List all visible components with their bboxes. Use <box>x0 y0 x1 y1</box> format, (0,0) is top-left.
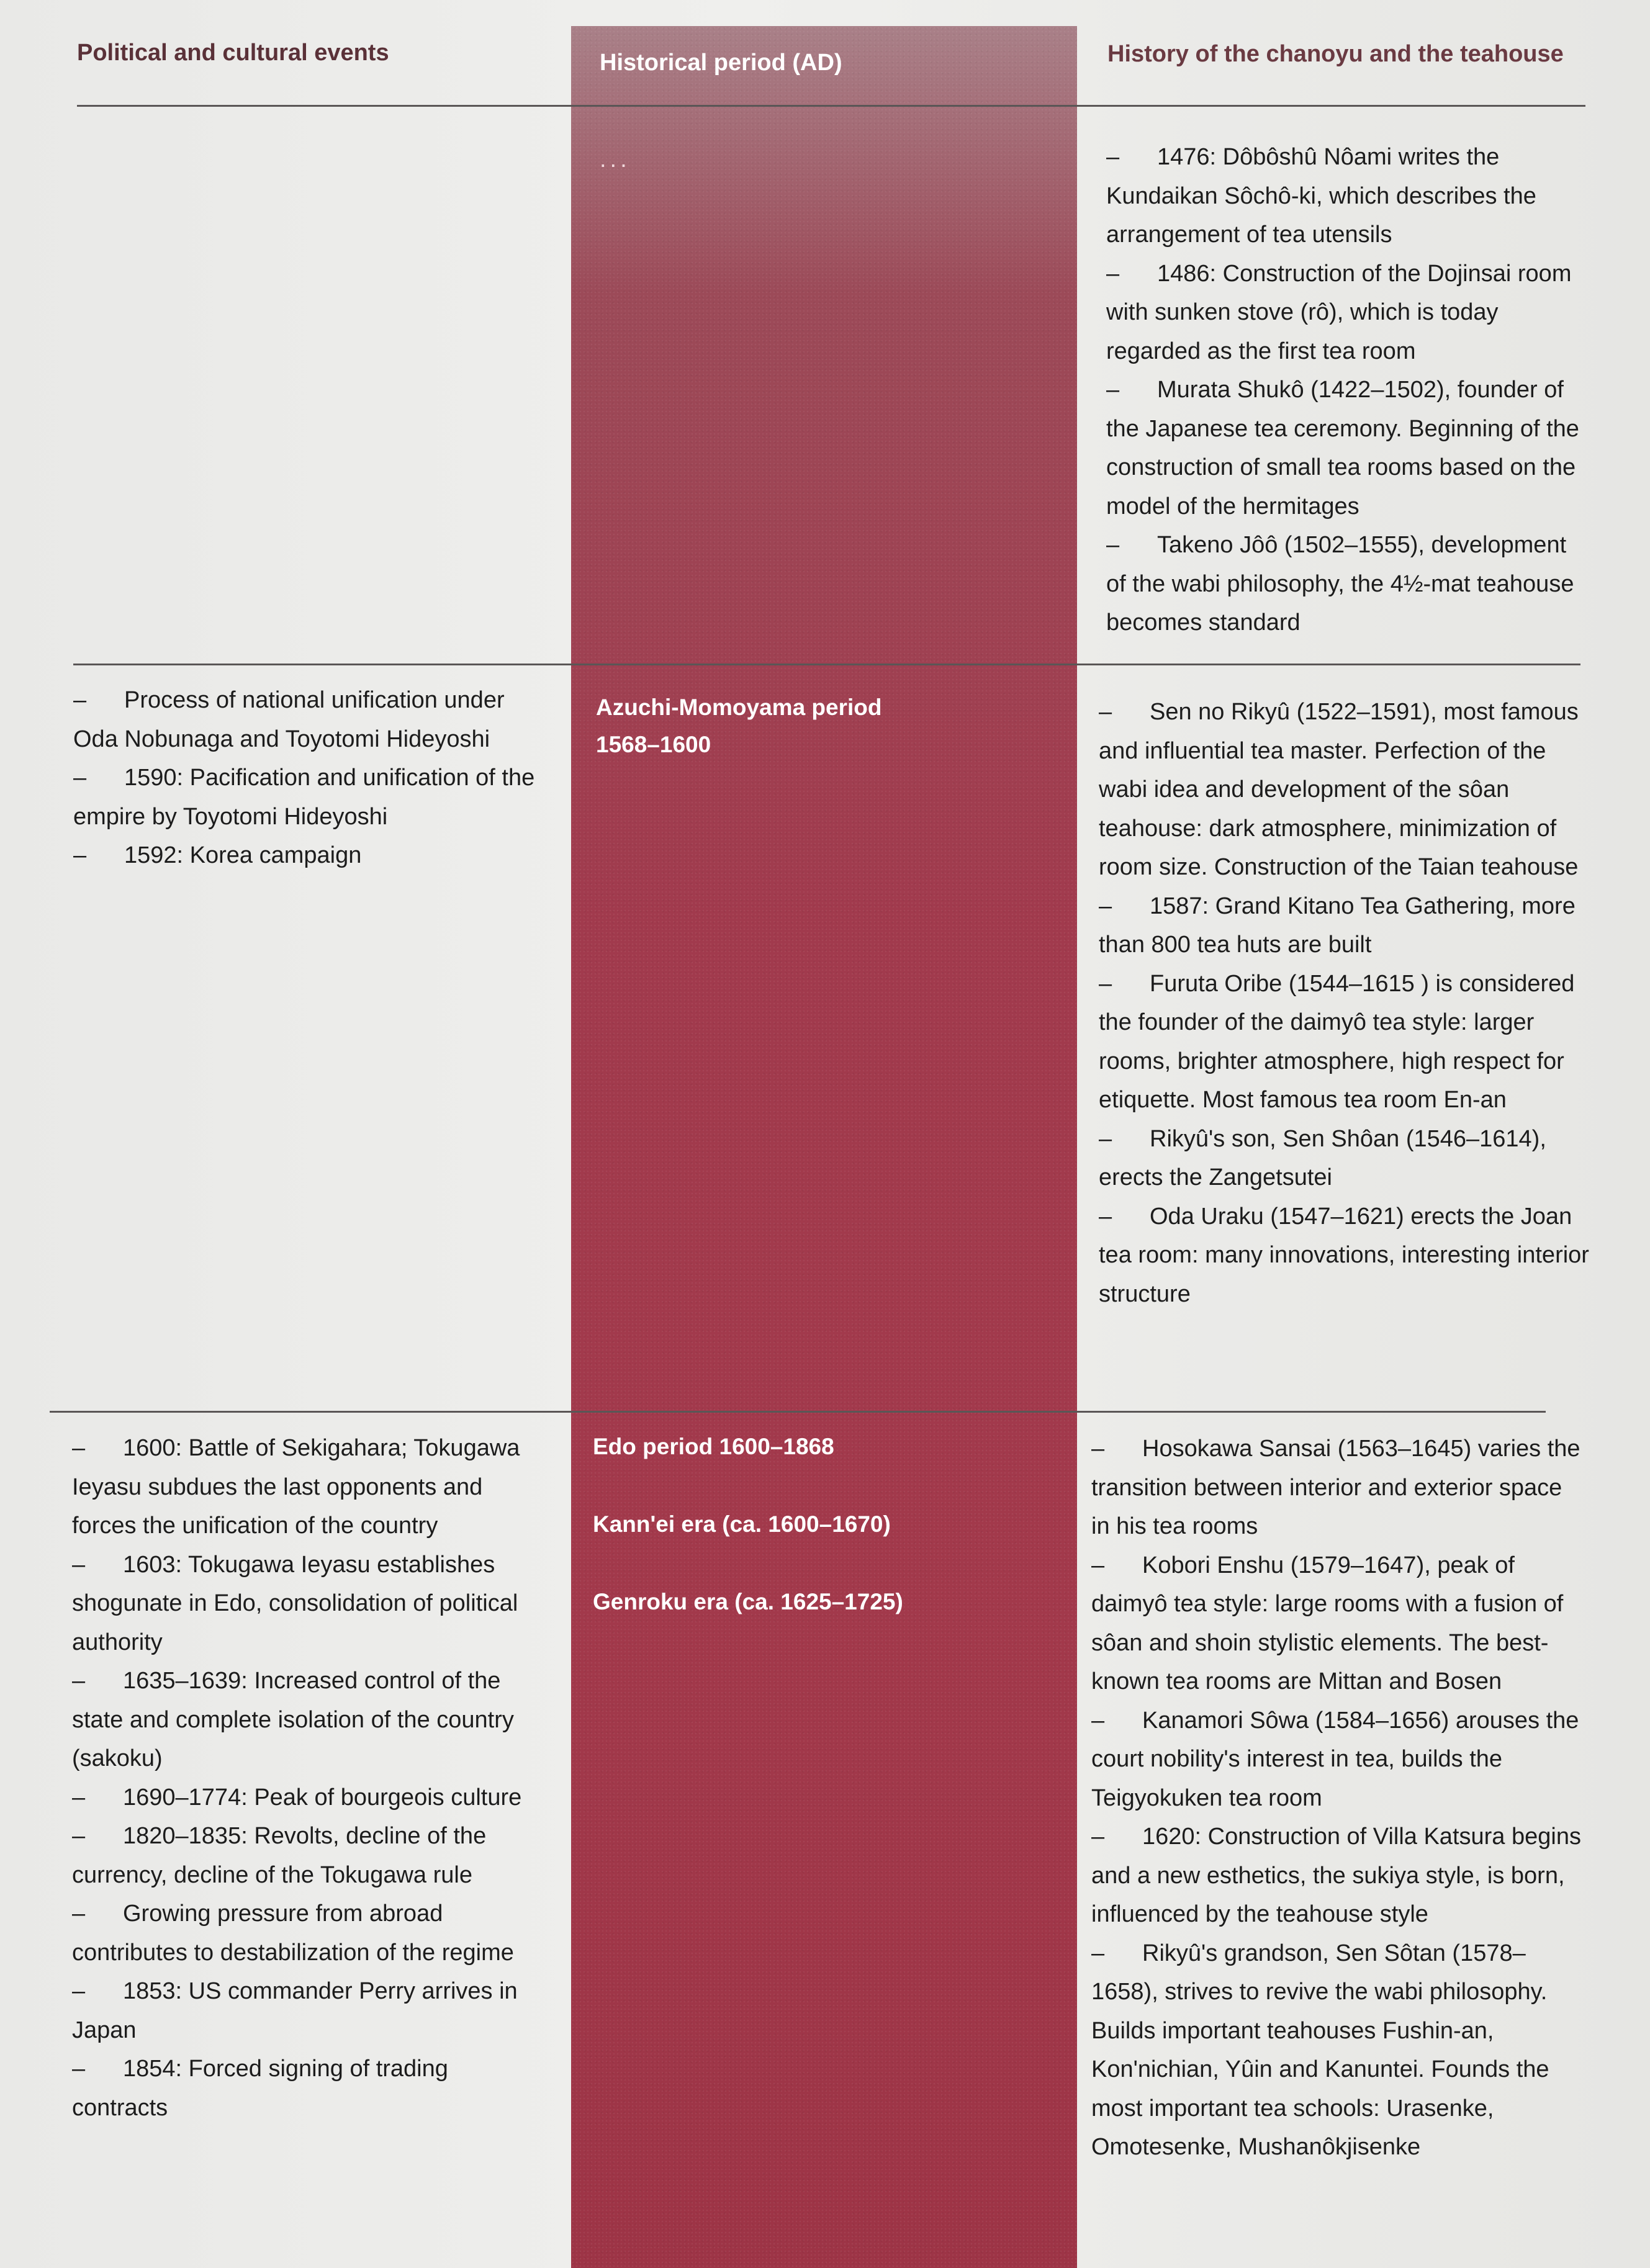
list-item: – Murata Shukô (1422–1502), founder of the Japanese tea ceremony. Beginning of the construction of small tea rooms based on the model of the hermitages <box>1106 377 1579 520</box>
header-political-events: Political and cultural events <box>77 40 389 66</box>
header-chanoyu-history: History of the chanoyu and the teahouse <box>1107 41 1564 67</box>
list-item: – 1476: Dôbôshû Nôami writes the Kundaikan Sôchô-ki, which describes the arrangement of tea utensils <box>1106 144 1536 248</box>
header-divider <box>77 105 1585 107</box>
list-item: – Rikyû's son, Sen Shôan (1546–1614), erects the Zangetsutei <box>1099 1125 1546 1190</box>
period-ellipsis: ... <box>600 146 631 173</box>
list-item: – 1603: Tokugawa Ieyasu establishes shogunate in Edo, consolidation of political authority <box>72 1551 518 1655</box>
list-item: – 1690–1774: Peak of bourgeois culture <box>72 1784 522 1811</box>
period-edo: Edo period 1600–1868 <box>593 1434 834 1459</box>
chanoyu-column-row3 <box>1091 1429 1582 2167</box>
list-item: – Kanamori Sôwa (1584–1656) arouses the court nobility's interest in tea, builds the Teigyokuken tea room <box>1091 1707 1579 1811</box>
list-item: – 1592: Korea campaign <box>73 842 362 868</box>
list-item: – 1600: Battle of Sekigahara; Tokugawa Ieyasu subdues the last opponents and forces the unification of the country <box>72 1435 520 1539</box>
period-dates: 1568–1600 <box>596 732 711 757</box>
chanoyu-column-row2 <box>1099 693 1589 1313</box>
header-historical-period: Historical period (AD) <box>600 50 842 76</box>
chanoyu-column-row1 <box>1106 138 1590 642</box>
list-item: – Furuta Oribe (1544–1615 ) is considered the founder of the daimyô tea style: larger rooms, brighter atmosphere, high respect for etiquette. Most famous tea room En-an <box>1099 970 1575 1113</box>
period-name: Azuchi-Momoyama period <box>596 695 882 720</box>
list-item: – Oda Uraku (1547–1621) erects the Joan tea room: many innovations, interesting interior structure <box>1099 1203 1589 1307</box>
list-item: – 1854: Forced signing of trading contracts <box>72 2056 448 2121</box>
list-item: – 1635–1639: Increased control of the state and complete isolation of the country (sakoku) <box>72 1668 514 1771</box>
list-item: – Rikyû's grandson, Sen Sôtan (1578–1658), strives to revive the wabi philosophy. Builds important teahouses Fushin-an, Kon'nichian, Yûin and Kanuntei. Founds the most important tea schools: Urasenke, Omotesenke, Mushanôkjisenke <box>1091 1940 1549 2160</box>
list-item: – Takeno Jôô (1502–1555), development of the wabi philosophy, the 4½-mat teahouse becomes standard <box>1106 532 1574 636</box>
period-kannei-era: Kann'ei era (ca. 1600–1670) <box>593 1511 891 1537</box>
list-item: – 1590: Pacification and unification of the empire by Toyotomi Hideyoshi <box>73 765 535 830</box>
list-item: – 1620: Construction of Villa Katsura begins and a new esthetics, the sukiya style, is born, influenced by the teahouse style <box>1091 1824 1581 1927</box>
row-divider-1 <box>73 664 1580 665</box>
list-item: – Process of national unification under Oda Nobunaga and Toyotomi Hideyoshi <box>73 687 505 752</box>
list-item: – 1853: US commander Perry arrives in Japan <box>72 1978 518 2043</box>
list-item: – 1820–1835: Revolts, decline of the currency, decline of the Tokugawa rule <box>72 1823 487 1888</box>
political-column-row3 <box>72 1429 550 2127</box>
list-item: – Hosokawa Sansai (1563–1645) varies the transition between interior and exterior space in his tea rooms <box>1091 1436 1580 1539</box>
historical-period-band <box>571 26 1077 2268</box>
period-label-row3 <box>593 1428 1052 1621</box>
period-genroku-era: Genroku era (ca. 1625–1725) <box>593 1589 903 1614</box>
list-item: – 1587: Grand Kitano Tea Gathering, more than 800 tea huts are built <box>1099 893 1576 958</box>
period-label-row2 <box>596 689 1055 763</box>
list-item: – Kobori Enshu (1579–1647), peak of daimyô tea style: large rooms with a fusion of sôan and shoin stylistic elements. The best-known tea rooms are Mittan and Bosen <box>1091 1552 1564 1694</box>
list-item: – Sen no Rikyû (1522–1591), most famous and influential tea master. Perfection of the wabi idea and development of the sôan teahouse: dark atmosphere, minimization of room size. Construction of the Taian teahouse <box>1099 699 1579 880</box>
political-column-row2 <box>73 681 545 875</box>
list-item: – Growing pressure from abroad contributes to destabilization of the regime <box>72 1901 514 1966</box>
row-divider-2 <box>50 1411 1546 1413</box>
list-item: – 1486: Construction of the Dojinsai room with sunken stove (rô), which is today regarded as the first tea room <box>1106 260 1572 364</box>
